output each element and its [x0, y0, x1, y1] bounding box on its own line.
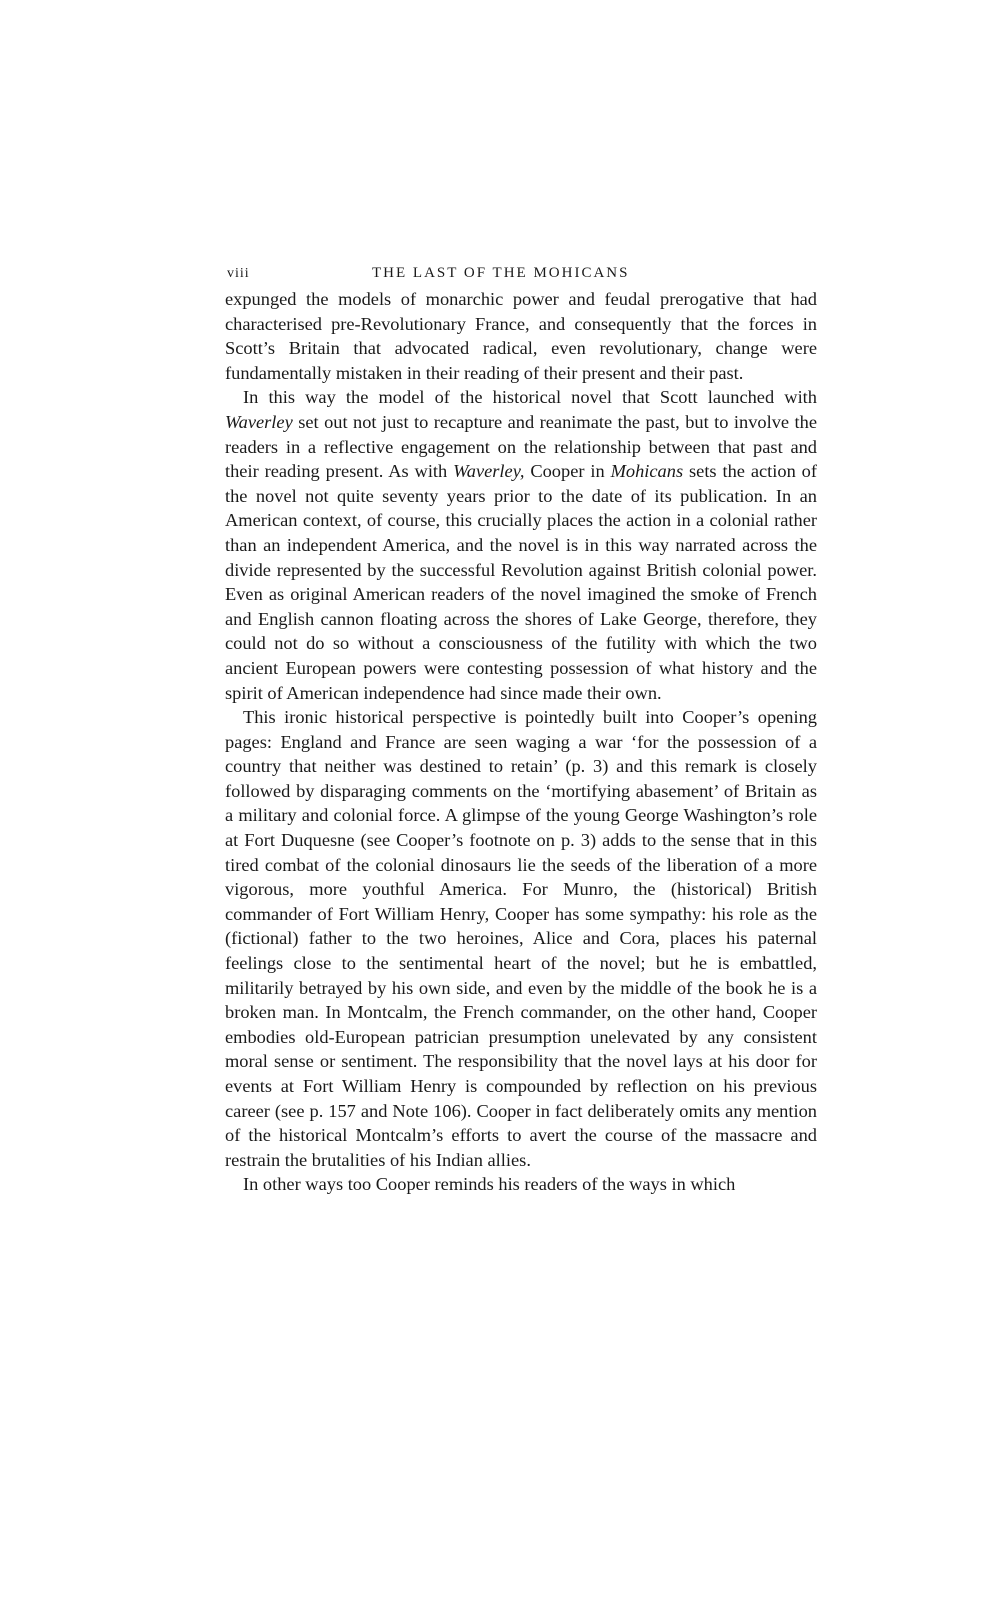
paragraph-text: This ironic historical perspective is pointedly built into Cooper’s opening pages: England and France are seen waging a war ‘for the possession of a country that neither was destined to retain’ (p. 3) and this remark is closely followed by disparaging comments on the ‘mortifying abasement’ of Britain as a military and colonial force. A glimpse of the young George Washington’s role at Fort Duquesne (see Cooper’s footnote on p. 3) adds to the sense that in this tired combat of the colonial dinosaurs lie the seeds of the liberation of a more vigorous, more youthful America. For Munro, the (historical) British commander of Fort William Henry, Cooper has some sympathy: his role as the (fictional) father to the two heroines, Alice and Cora, places his paternal feelings close to the sentimental heart of the novel; but he is embattled, militarily betrayed by his own side, and even by the middle of the book he is a broken man. In Montcalm, the French commander, on the other hand, Cooper embodies old-European patrician presumption unelevated by any consistent moral sense or sentiment. The responsibility that the novel lays at his door for events at Fort William Henry is compounded by reflection on his previous career (see p. 157 and Note 106). Cooper in fact deliberately omits any mention of the historical Montcalm’s efforts to avert the course of the massacre and restrain the brutalities of his Indian allies.: [225, 707, 817, 1170]
paragraph: [225, 385, 817, 705]
body-text: [225, 287, 817, 1197]
paragraph: [225, 705, 817, 1172]
book-title-waverley: Waverley,: [453, 461, 525, 482]
paragraph-text: expunged the models of monarchic power and feudal prerogative that had characterised pre-Revolutionary France, and consequently that the forces in Scott’s Britain that advocated radical, even revolutionary, change were fundamentally mistaken in their reading of their present and their past.: [225, 289, 817, 383]
book-title-mohicans: Mohicans: [610, 461, 684, 482]
book-page: [225, 262, 817, 1197]
paragraph-text: In other ways too Cooper reminds his readers of the ways in which: [243, 1174, 736, 1195]
running-title: THE LAST OF THE MOHICANS: [372, 265, 630, 281]
book-title-waverley: Waverley: [225, 411, 293, 432]
paragraph: [225, 1172, 817, 1197]
paragraph-text: set out not just to recapture and reanimate the past, but to involve the readers in a reflective engagement on the relationship between that past and their reading present. As with: [225, 411, 817, 482]
paragraph-text: sets the action of the novel not quite seventy years prior to the date of its publication. In an American context, of course, this crucially places the action in a colonial rather than an independent America, and the novel is in this way narrated across the divide represented by the successful Revolution against British colonial power. Even as original American readers of the novel imagined the smoke of French and English cannon floating across the shores of Lake George, therefore, they could not do so without a consciousness of the futility with which the two ancient European powers were contesting possession of what history and the spirit of American independence had since made their own.: [225, 461, 817, 703]
paragraph-text: In this way the model of the historical novel that Scott launched with: [243, 387, 817, 408]
paragraph: [225, 287, 817, 385]
running-head: [225, 262, 817, 284]
paragraph-text: Cooper in: [524, 461, 611, 482]
page-number: viii: [227, 266, 250, 281]
